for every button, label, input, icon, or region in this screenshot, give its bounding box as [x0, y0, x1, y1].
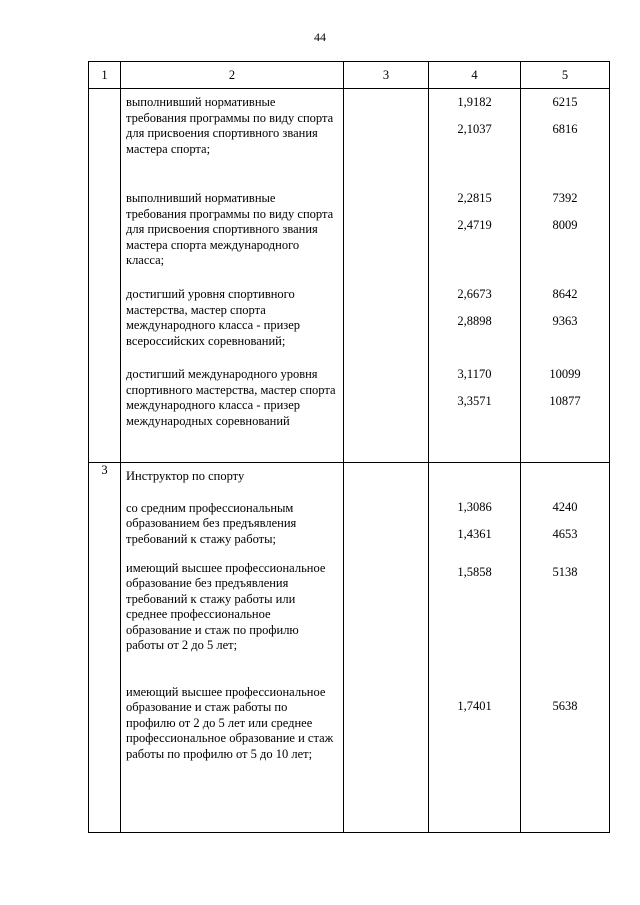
coefficient-value: 3,3571: [457, 393, 492, 408]
description-cell: [121, 463, 344, 833]
table-row: [89, 463, 610, 833]
table-header-row: [89, 62, 610, 89]
coefficient-value: 3,1170: [457, 367, 492, 381]
header-cell-2: 2: [121, 62, 344, 89]
coefficient-cell: [429, 89, 521, 463]
coefficient-value: 1,9182: [457, 95, 492, 109]
description-block: достигший международного уровня спортивного мастерства, мастер спорта международного класса - призер международных соревнований: [126, 367, 336, 428]
salary-value: 8009: [552, 217, 578, 232]
description-block: выполнивший нормативные требования программы по виду спорта для присвоения спортивного звания мастера спорта международного класса;: [126, 191, 334, 267]
header-cell-1: 1: [89, 62, 121, 89]
row-number: 3: [89, 463, 121, 833]
page-number: 44: [314, 30, 326, 44]
salary-value: 6816: [552, 121, 578, 136]
coefficient-value: 1,7401: [457, 699, 492, 713]
description-block: имеющий высшее профессиональное образование и стаж работы по профилю от 2 до 5 лет или среднее профессиональное образование и стаж работы по профилю от 5 до 10 лет;: [126, 684, 334, 761]
salary-value: 10877: [549, 393, 581, 408]
salary-cell: [521, 89, 610, 463]
coefficient-value: 1,5858: [457, 565, 492, 579]
coefficient-value: 1,3086: [457, 500, 492, 514]
description-block: выполнивший нормативные требования программы по виду спорта для присвоения спортивного звания мастера спорта;: [126, 95, 334, 156]
description-block: достигший уровня спортивного мастерства, мастер спорта международного класса - призер всероссийских соревнований;: [126, 287, 301, 348]
coefficient-value: 2,2815: [457, 191, 492, 205]
table-row: [89, 89, 610, 463]
salary-value: 4240: [552, 500, 578, 514]
header-cell-4: 4: [429, 62, 521, 89]
coefficient-value: 2,4719: [457, 217, 492, 232]
coefficient-value: 2,8898: [457, 313, 492, 328]
salary-table: [88, 61, 610, 833]
description-cell: [121, 89, 344, 463]
header-cell-3: 3: [344, 62, 429, 89]
salary-value: 7392: [552, 191, 578, 205]
empty-cell: [344, 463, 429, 833]
coefficient-cell: [429, 463, 521, 833]
salary-cell: [521, 463, 610, 833]
coefficient-value: 2,6673: [457, 287, 492, 301]
salary-value: 4653: [552, 526, 578, 541]
header-cell-5: 5: [521, 62, 610, 89]
coefficient-value: 2,1037: [457, 121, 492, 136]
empty-cell: [344, 89, 429, 463]
salary-value: 5138: [552, 565, 578, 579]
salary-value: 10099: [549, 367, 581, 381]
description-block: имеющий высшее профессиональное образование без предъявления требований к стажу работы или среднее профессиональное образование и стаж по профилю работы от 2 до 5 лет;: [126, 560, 326, 652]
salary-value: 8642: [552, 287, 578, 301]
salary-value: 5638: [552, 699, 578, 713]
position-title: Инструктор по спорту: [126, 469, 245, 483]
coefficient-value: 1,4361: [457, 526, 492, 541]
salary-value: 6215: [552, 95, 578, 109]
salary-value: 9363: [552, 313, 578, 328]
description-block: со средним профессиональным образованием без предъявления требований к стажу работы;: [126, 500, 297, 546]
row-number: [89, 89, 121, 463]
